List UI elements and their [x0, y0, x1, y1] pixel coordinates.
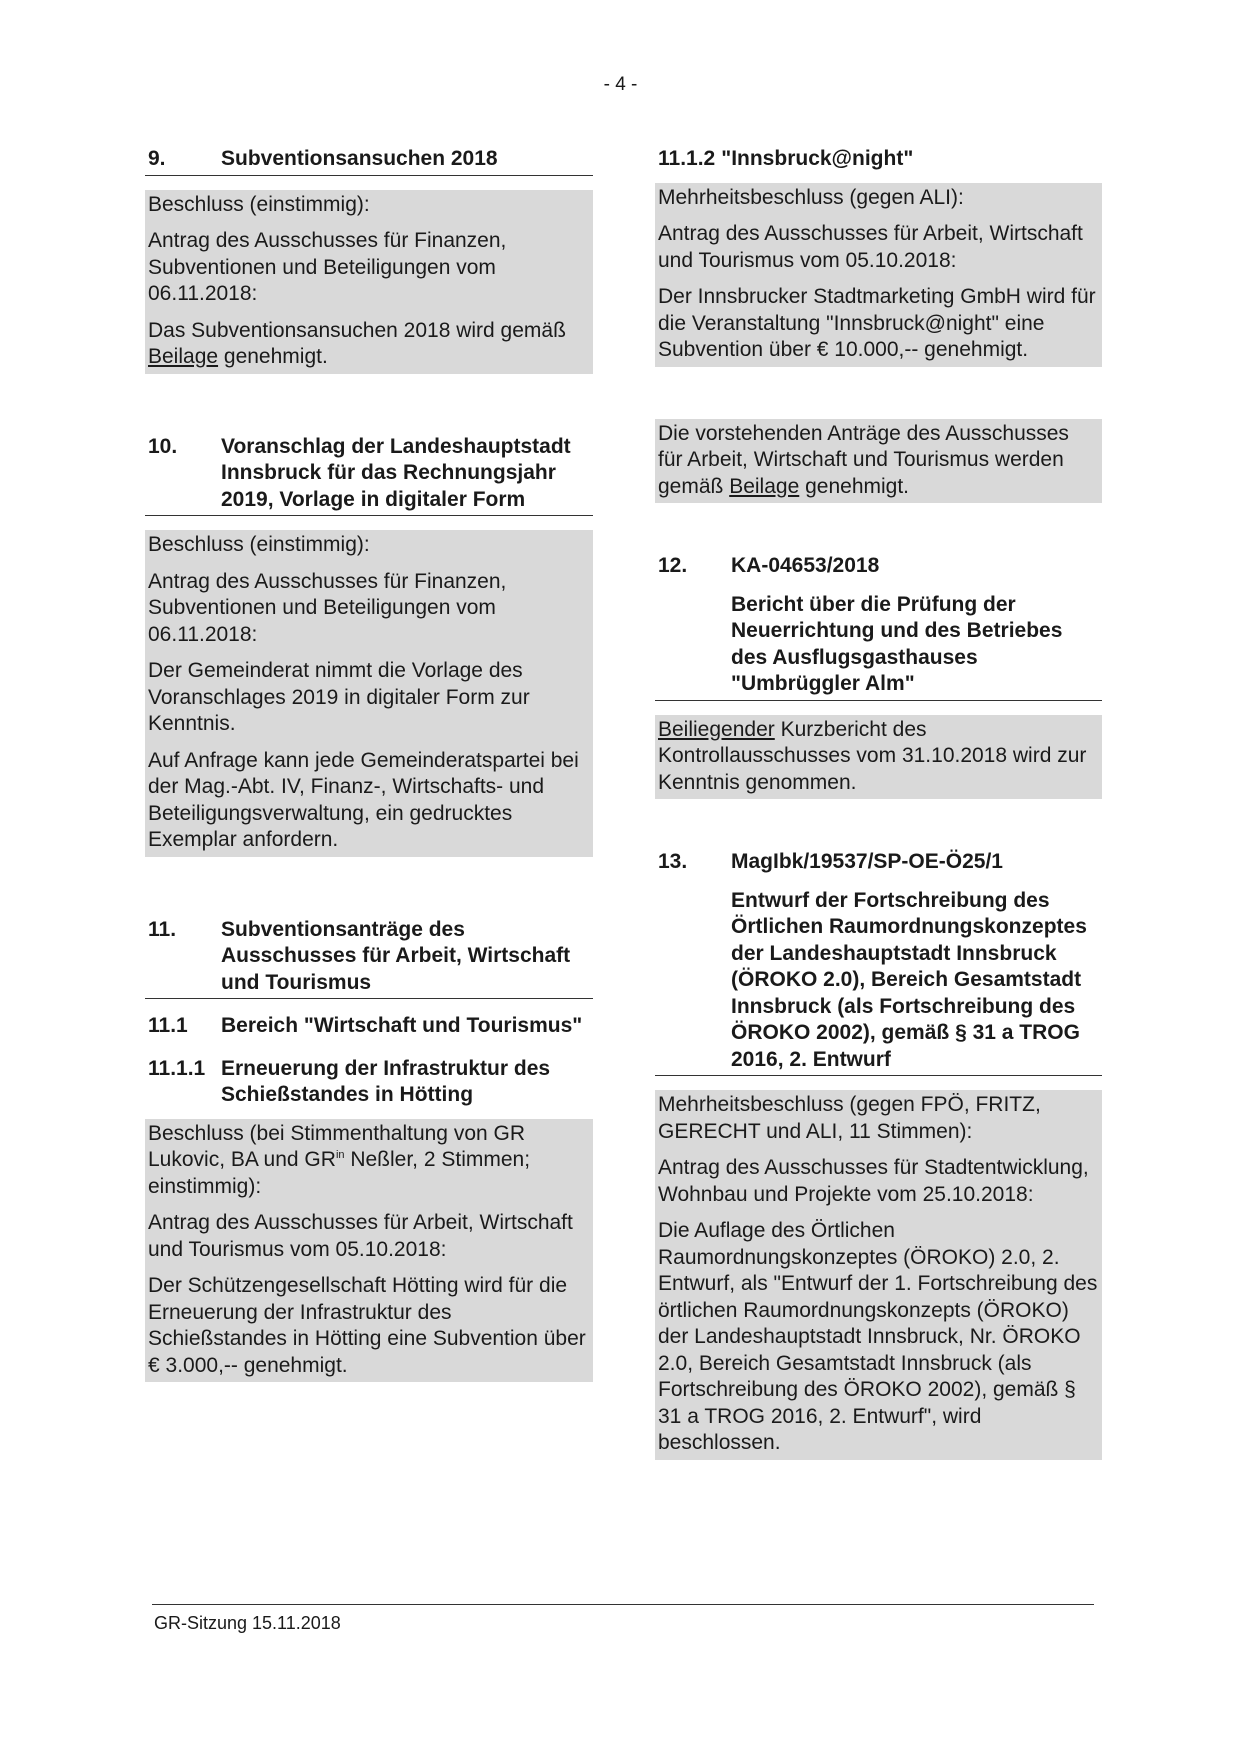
- section-10-heading: [145, 434, 593, 517]
- section-title: MagIbk/19537/SP-OE-Ö25/1: [731, 850, 1003, 873]
- right-column: [655, 146, 1102, 1460]
- section-number: 10.: [148, 434, 178, 458]
- section-11-heading: [145, 917, 593, 1000]
- beilage-link[interactable]: Beilage: [148, 345, 219, 368]
- motion-text: Antrag des Ausschusses für Stadtentwicklung, Wohnbau und Projekte vom 25.10.2018:: [658, 1156, 1089, 1206]
- section-11-1-1-decision: [145, 1119, 593, 1383]
- resolution-text: Beiliegender Kurzbericht des Kontrollausschusses vom 31.10.2018 wird zur Kenntnis genommen.: [658, 717, 1087, 794]
- resolution-text: Die Auflage des Örtlichen Raumordnungskonzeptes (ÖROKO) 2.0, 2. Entwurf, als "Entwurf der 1. Fortschreibung des örtlichen Raumordnungskonzepts (ÖROKO) der Landeshauptstadt Innsbruck, Nr. ÖROKO 2.0, Bereich Gesamtstadt Innsbruck (als Fortschreibung des ÖROKO 2002), gemäß § 31 a TROG 2016, 2. Entwurf", wird beschlossen.: [658, 1219, 1098, 1454]
- motion-text: Antrag des Ausschusses für Finanzen, Subventionen und Beteiligungen vom 06.11.2018:: [148, 229, 507, 305]
- section-9-decision: [145, 190, 593, 374]
- motion-text: Antrag des Ausschusses für Arbeit, Wirtschaft und Tourismus vom 05.10.2018:: [658, 222, 1083, 272]
- section-11-1-2-decision: [655, 183, 1102, 367]
- resolution-text: Der Gemeinderat nimmt die Vorlage des Voranschlages 2019 in digitaler Form zur Kenntnis.: [148, 659, 530, 735]
- section-12-decision: [655, 715, 1102, 800]
- section-12-heading: [655, 553, 1102, 582]
- section-number: 11.: [148, 917, 177, 941]
- note-text: Auf Anfrage kann jede Gemeinderatspartei bei der Mag.-Abt. IV, Finanz-, Wirtschafts- und Beteiligungsverwaltung, ein gedrucktes Exemplar anfordern.: [148, 748, 579, 851]
- motion-text: Antrag des Ausschusses für Arbeit, Wirtschaft und Tourismus vom 05.10.2018:: [148, 1211, 573, 1261]
- section-title: KA-04653/2018: [731, 554, 880, 577]
- section-number: 12.: [658, 554, 688, 577]
- subsection-title: "Innsbruck@night": [721, 147, 914, 170]
- summary-text: Die vorstehenden Anträge des Ausschusses für Arbeit, Wirtschaft und Tourismus werden gemäß Beilage genehmigt.: [658, 421, 1069, 498]
- decision-type: Mehrheitsbeschluss (gegen FPÖ, FRITZ, GERECHT und ALI, 11 Stimmen):: [658, 1093, 1041, 1143]
- resolution-text: Das Subventionsansuchen 2018 wird gemäß Beilage genehmigt.: [148, 318, 566, 368]
- motion-text: Antrag des Ausschusses für Finanzen, Subventionen und Beteiligungen vom 06.11.2018:: [148, 569, 507, 646]
- resolution-text: Der Innsbrucker Stadtmarketing GmbH wird für die Veranstaltung "Innsbruck@night" eine Subvention über € 10.000,-- genehmigt.: [658, 285, 1096, 361]
- subsection-number: 11.1.1: [148, 1056, 206, 1080]
- section-11-1-heading: [145, 1013, 593, 1042]
- subsection-title: Erneuerung der Infrastruktur des Schießstandes in Hötting: [221, 1056, 551, 1106]
- subsection-number: 11.1: [148, 1014, 188, 1037]
- section-title: Subventionsansuchen 2018: [221, 147, 498, 170]
- section-11-1-1-heading: [145, 1056, 593, 1111]
- section-11-1-2-heading: [655, 146, 1102, 175]
- section-12-subtitle: Bericht über die Prüfung der Neuerrichtung und des Betriebes des Ausflugsgasthauses "Umbrüggler Alm": [655, 592, 1102, 701]
- footer-text: GR-Sitzung 15.11.2018: [154, 1613, 341, 1633]
- section-10-decision: [145, 530, 593, 857]
- left-column: [145, 146, 593, 1382]
- decision-type: Beschluss (einstimmig):: [148, 533, 370, 556]
- section-title: Voranschlag der Landeshauptstadt Innsbruck für das Rechnungsjahr 2019, Vorlage in digitaler Form: [221, 434, 571, 511]
- subsection-title: Bereich "Wirtschaft und Tourismus": [221, 1014, 583, 1037]
- page-number: - 4 -: [603, 74, 638, 95]
- section-title: Subventionsanträge des Ausschusses für Arbeit, Wirtschaft und Tourismus: [221, 917, 571, 994]
- section-number: 13.: [658, 850, 688, 873]
- subsection-number: 11.1.2: [658, 147, 716, 170]
- decision-type: Beschluss (einstimmig):: [148, 192, 370, 216]
- section-13-decision: [655, 1090, 1102, 1460]
- beilage-link[interactable]: Beilage: [729, 474, 800, 498]
- section-9-heading: [145, 146, 593, 176]
- beiliegender-link[interactable]: Beiliegender: [658, 717, 775, 741]
- page-footer: [152, 1604, 1094, 1634]
- section-13-subtitle: Entwurf der Fortschreibung des Örtlichen Raumordnungskonzeptes der Landeshauptstadt Innsbruck (ÖROKO 2.0), Bereich Gesamtstadt Innsbruck (als Fortschreibung des ÖROKO 2002), gemäß § 31 a TROG 2016, 2. Entwurf: [655, 888, 1102, 1077]
- resolution-text: Der Schützengesellschaft Hötting wird für die Erneuerung der Infrastruktur des Schießstandes in Hötting eine Subvention über € 3.000,-- genehmigt.: [148, 1274, 586, 1377]
- decision-type: Beschluss (bei Stimmenthaltung von GR Lukovic, BA und $GR^{in}$ Neßler, 2 Stimmen; einstimmig):: [148, 1121, 531, 1198]
- section-11-summary: [655, 419, 1102, 504]
- decision-type: Mehrheitsbeschluss (gegen ALI):: [658, 185, 964, 209]
- section-13-heading: [655, 849, 1102, 878]
- section-number: 9.: [148, 147, 166, 170]
